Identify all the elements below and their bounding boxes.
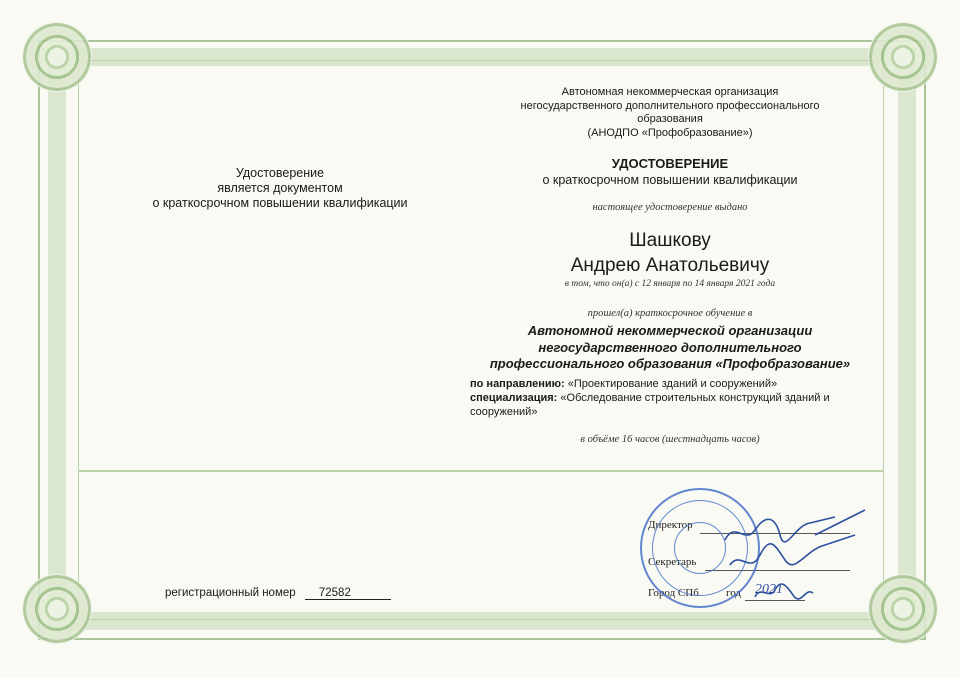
- passed-text: прошел(а) краткосрочное обучение в: [587, 308, 753, 319]
- training-hours: в объёме 16 часов (шестнадцать часов): [580, 434, 760, 445]
- registration-number: [165, 587, 391, 600]
- registration-value: 72582: [305, 587, 391, 600]
- director-label: Директор: [648, 519, 693, 531]
- certificate-subtitle: о краткосрочном повышении квалификации: [542, 173, 798, 187]
- org-line-1: Автономная некоммерческая организация: [561, 86, 779, 98]
- registration-label: регистрационный номер: [165, 587, 296, 599]
- certificate-title: УДОСТОВЕРЕНИЕ: [611, 156, 729, 171]
- recipient-name: [500, 228, 840, 278]
- year-label: год: [726, 587, 742, 599]
- training-org-line-1: Автономной некоммерческой организации: [527, 323, 813, 338]
- city-label: Город СПб: [648, 587, 699, 599]
- recipient-surname: Шашкову: [629, 230, 711, 251]
- divider-band: [78, 470, 884, 472]
- direction-row: [470, 377, 870, 391]
- training-organization: [470, 323, 870, 373]
- training-org-line-3: профессионального образования «Профобразование»: [489, 356, 851, 371]
- org-line-3: образования: [637, 113, 703, 125]
- left-line-1: Удостоверение: [235, 166, 325, 180]
- left-description: [120, 166, 440, 211]
- training-org-line-2: негосударственного дополнительного: [538, 339, 802, 355]
- organization-header: [500, 86, 840, 140]
- program-details: [470, 377, 870, 419]
- direction-value: «Проектирование зданий и сооружений»: [567, 378, 778, 390]
- corner-rosette-top-right: [868, 22, 938, 92]
- issued-to-text: настоящее удостоверение выдано: [592, 202, 748, 213]
- training-dates: в том, что он(а) с 12 января по 14 января 2021 года: [564, 279, 776, 289]
- specialization-value: «Обследование строительных конструкций зданий и сооружений»: [470, 392, 830, 418]
- corner-rosette-bottom-left: [22, 574, 92, 644]
- corner-rosette-top-left: [22, 22, 92, 92]
- left-line-3: о краткосрочном повышении квалификации: [152, 196, 408, 210]
- left-line-2: является документом: [217, 181, 343, 195]
- specialization-label: специализация:: [470, 392, 558, 404]
- secretary-label: Секретарь: [648, 556, 697, 568]
- handwritten-signatures: [715, 505, 885, 615]
- specialization-row: [470, 391, 870, 419]
- handwritten-year: 2021: [755, 582, 783, 597]
- recipient-given-names: Андрею Анатольевичу: [570, 255, 770, 276]
- org-line-4: (АНОДПО «Профобразование»): [587, 126, 753, 139]
- direction-label: по направлению:: [470, 378, 565, 390]
- org-line-2: негосударственного дополнительного профессионального: [520, 99, 820, 112]
